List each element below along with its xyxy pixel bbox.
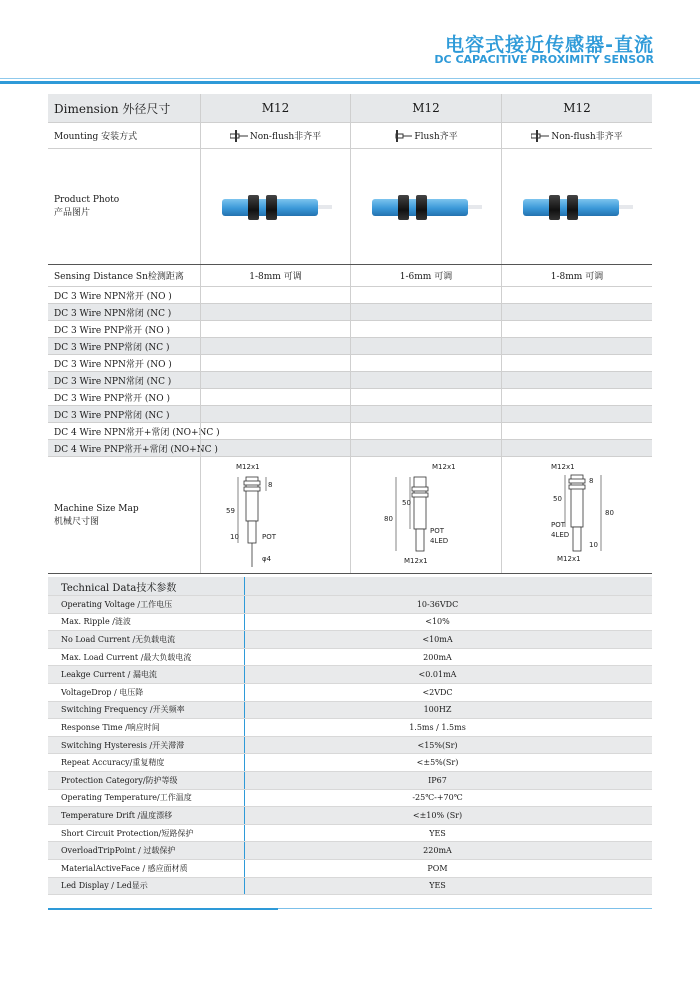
technical-row bbox=[48, 772, 652, 790]
sensing-value-1: 1-8mm 可调 bbox=[200, 265, 350, 286]
thread-label-bottom: M12x1 bbox=[557, 555, 581, 563]
thread-label: M12x1 bbox=[551, 463, 575, 471]
sensor-image bbox=[222, 192, 330, 222]
technical-label: Short Circuit Protection/短路保护 bbox=[48, 825, 245, 842]
wire-row bbox=[48, 389, 652, 406]
wire-label: DC 3 Wire NPN常开 (NO ) bbox=[54, 291, 172, 302]
mounting-row bbox=[48, 123, 652, 149]
pot-label: POT bbox=[430, 527, 445, 535]
dim-59: 59 bbox=[225, 507, 235, 515]
size-map-row bbox=[48, 457, 652, 574]
size-map-label-en: Machine Size Map bbox=[54, 503, 139, 514]
technical-value: YES bbox=[429, 828, 446, 838]
technical-row bbox=[48, 842, 652, 860]
dimension-drawing-2 bbox=[366, 459, 486, 571]
wire-row bbox=[48, 423, 652, 440]
dimension-value-1: M12 bbox=[200, 94, 350, 122]
sensing-value-3: 1-8mm 可调 bbox=[501, 265, 652, 286]
header-rule bbox=[0, 78, 700, 79]
technical-header bbox=[48, 577, 652, 596]
product-photo-3 bbox=[501, 149, 652, 264]
dim-50: 50 bbox=[553, 495, 562, 503]
technical-label: Operating Voltage /工作电压 bbox=[48, 596, 245, 613]
pot-label: POT bbox=[261, 533, 276, 541]
wire-row bbox=[48, 440, 652, 457]
technical-label: No Load Current /无负载电流 bbox=[48, 631, 245, 648]
technical-row bbox=[48, 878, 652, 896]
technical-row bbox=[48, 790, 652, 808]
wire-label: DC 3 Wire PNP常开 (NO ) bbox=[54, 393, 170, 404]
pot-label: POT bbox=[551, 521, 566, 529]
technical-value: <10mA bbox=[422, 634, 453, 644]
spec-table bbox=[48, 94, 652, 574]
wire-row bbox=[48, 355, 652, 372]
header-title-en: DC CAPACITIVE PROXIMITY SENSOR bbox=[434, 53, 654, 66]
photo-label bbox=[48, 149, 200, 264]
dim-80: 80 bbox=[384, 515, 393, 523]
technical-title: Technical Data技术参数 bbox=[48, 577, 245, 595]
technical-label: OverloadTripPoint / 过载保护 bbox=[48, 842, 245, 859]
size-map-1 bbox=[200, 457, 350, 573]
technical-row bbox=[48, 719, 652, 737]
wire-row bbox=[48, 406, 652, 423]
mounting-cell-3 bbox=[501, 123, 652, 148]
wire-label: DC 4 Wire NPN常开+常闭 (NO+NC ) bbox=[54, 427, 220, 438]
size-map-2 bbox=[350, 457, 501, 573]
technical-row bbox=[48, 807, 652, 825]
wire-row bbox=[48, 338, 652, 355]
wire-row bbox=[48, 372, 652, 389]
dim-8: 8 bbox=[267, 481, 272, 489]
dimension-row bbox=[48, 94, 652, 123]
technical-row bbox=[48, 649, 652, 667]
technical-label: Operating Temperature/工作温度 bbox=[48, 790, 245, 807]
technical-label: Leakge Current / 漏电流 bbox=[48, 666, 245, 683]
wire-row bbox=[48, 304, 652, 321]
non-flush-mount-icon bbox=[230, 130, 248, 142]
technical-label: Max. Load Current /最大负载电流 bbox=[48, 649, 245, 666]
technical-value: 220mA bbox=[423, 846, 452, 856]
technical-table bbox=[48, 577, 652, 895]
wire-row bbox=[48, 287, 652, 304]
led-label: 4LED bbox=[551, 531, 570, 539]
technical-value: <2VDC bbox=[422, 687, 453, 697]
dimension-value-3: M12 bbox=[501, 94, 652, 122]
technical-row bbox=[48, 860, 652, 878]
size-map-label bbox=[48, 457, 200, 573]
technical-row bbox=[48, 737, 652, 755]
technical-value: <±10% (Sr) bbox=[412, 810, 463, 820]
dimension-value-2: M12 bbox=[350, 94, 501, 122]
technical-label: Switching Frequency /开关频率 bbox=[48, 702, 245, 719]
dimension-drawing-3 bbox=[517, 459, 637, 571]
technical-label: Max. Ripple /涟波 bbox=[48, 614, 245, 631]
non-flush-mount-icon bbox=[531, 130, 549, 142]
technical-label: Response Time /响应时间 bbox=[48, 719, 245, 736]
footer-rule-accent bbox=[48, 908, 278, 910]
dimension-drawing-1 bbox=[216, 459, 336, 571]
wire-row bbox=[48, 321, 652, 338]
thread-label: M12x1 bbox=[235, 463, 260, 471]
mounting-cell-2 bbox=[350, 123, 501, 148]
mounting-cell-1 bbox=[200, 123, 350, 148]
mounting-value-1: Non-flush非齐平 bbox=[249, 132, 322, 142]
sensor-image bbox=[372, 192, 480, 222]
dimension-label: Dimension 外径尺寸 bbox=[54, 101, 171, 116]
technical-row bbox=[48, 666, 652, 684]
sensing-row bbox=[48, 265, 652, 287]
mounting-value-3: Non-flush非齐平 bbox=[551, 132, 623, 142]
sensing-value-2: 1-6mm 可调 bbox=[350, 265, 501, 286]
technical-value: 10-36VDC bbox=[416, 599, 459, 609]
product-photo-1 bbox=[200, 149, 350, 264]
technical-value: 200mA bbox=[423, 652, 452, 662]
wire-label: DC 3 Wire PNP常开 (NO ) bbox=[54, 325, 170, 336]
phi-label: φ4 bbox=[261, 555, 271, 563]
wire-label: DC 3 Wire PNP常闭 (NC ) bbox=[54, 410, 170, 421]
technical-label: Switching Hysteresis /开关滞滞 bbox=[48, 737, 245, 754]
wire-label: DC 3 Wire NPN常开 (NO ) bbox=[54, 359, 172, 370]
technical-value: YES bbox=[429, 881, 446, 891]
technical-value: <0.01mA bbox=[418, 670, 457, 680]
dim-10: 10 bbox=[229, 533, 239, 541]
technical-value: <10% bbox=[425, 617, 450, 627]
dim-8: 8 bbox=[589, 477, 594, 485]
dim-50: 50 bbox=[402, 499, 411, 507]
technical-label: Led Display / Led显示 bbox=[48, 878, 245, 895]
product-photo-2 bbox=[350, 149, 501, 264]
photo-row bbox=[48, 149, 652, 265]
thread-label: M12x1 bbox=[432, 463, 456, 471]
technical-row bbox=[48, 702, 652, 720]
size-map-3 bbox=[501, 457, 652, 573]
technical-value: 1.5ms / 1.5ms bbox=[409, 722, 466, 732]
technical-row bbox=[48, 631, 652, 649]
technical-value: <±5%(Sr) bbox=[416, 758, 459, 768]
technical-label: Repeat Accuracy/重复精度 bbox=[48, 754, 245, 771]
dim-80: 80 bbox=[605, 509, 614, 517]
header-rule-accent bbox=[0, 81, 700, 84]
technical-value: <15%(Sr) bbox=[417, 740, 458, 750]
led-label: 4LED bbox=[430, 537, 449, 545]
technical-row bbox=[48, 596, 652, 614]
wire-label: DC 3 Wire NPN常闭 (NC ) bbox=[54, 376, 172, 387]
flush-mount-icon bbox=[394, 130, 412, 142]
technical-value: -25℃-+70℃ bbox=[412, 793, 463, 803]
technical-row bbox=[48, 684, 652, 702]
size-map-label-cn: 机械尺寸图 bbox=[54, 516, 100, 527]
technical-row bbox=[48, 825, 652, 843]
technical-label: MaterialActiveFace / 感应面材质 bbox=[48, 860, 245, 877]
sensing-label: Sensing Distance Sn检测距离 bbox=[54, 272, 184, 282]
photo-label-en: Product Photo bbox=[54, 195, 120, 205]
thread-label-bottom: M12x1 bbox=[404, 557, 428, 565]
technical-label: Temperature Drift /温度漂移 bbox=[48, 807, 245, 824]
dim-10: 10 bbox=[589, 541, 598, 549]
technical-value: 100HZ bbox=[423, 705, 452, 715]
technical-value: IP67 bbox=[428, 775, 447, 785]
wire-label: DC 4 Wire PNP常开+常闭 (NO+NC ) bbox=[54, 444, 218, 455]
header-title-cn: 电容式接近传感器-直流 bbox=[445, 34, 654, 56]
photo-label-cn: 产品图片 bbox=[54, 208, 91, 218]
technical-label: VoltageDrop / 电压降 bbox=[48, 684, 245, 701]
technical-row bbox=[48, 614, 652, 632]
technical-label: Protection Category/防护等级 bbox=[48, 772, 245, 789]
mounting-value-2: Flush齐平 bbox=[414, 132, 458, 142]
wire-label: DC 3 Wire NPN常闭 (NC ) bbox=[54, 308, 172, 319]
wire-label: DC 3 Wire PNP常闭 (NC ) bbox=[54, 342, 170, 353]
mounting-label: Mounting 安装方式 bbox=[54, 132, 138, 142]
technical-row bbox=[48, 754, 652, 772]
sensor-image bbox=[523, 192, 631, 222]
technical-value: POM bbox=[427, 863, 448, 873]
